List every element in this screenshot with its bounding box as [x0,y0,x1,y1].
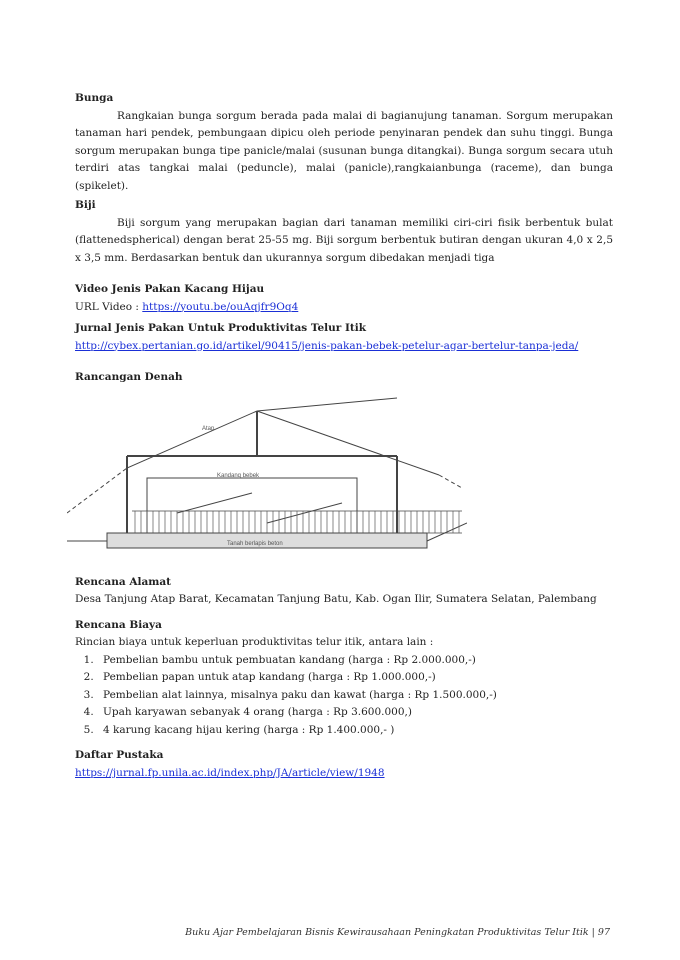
video-url-label: URL Video : [75,300,143,313]
bottom-label: Tanah berlapis beton [227,540,283,547]
list-item: 4. Upah karyawan sebanyak 4 orang (harga : Rp 3.600.000,) [97,704,613,722]
page-content [75,90,613,782]
cage-drawing [67,393,467,568]
video-heading: Video Jenis Pakan Kacang Hijau [75,283,265,295]
jurnal-heading: Jurnal Jenis Pakan Untuk Produktivitas Telur Itik [75,322,367,334]
roof-right-line [257,411,439,475]
biji-heading: Biji [75,199,96,211]
list-item: 1. Pembelian bambu untuk pembuatan kandang (harga : Rp 2.000.000,-) [97,652,613,670]
alamat-paragraph: Desa Tanjung Atap Barat, Kecamatan Tanjung Batu, Kab. Ogan Ilir, Sumatera Selatan, Palembang [75,593,597,605]
video-url-link[interactable]: https://youtu.be/ouAqjfr9Oq4 [142,300,299,313]
left-dashed-line [67,468,127,513]
denah-heading: Rancangan Denah [75,371,183,383]
pustaka-heading: Daftar Pustaka [75,749,164,761]
list-item: 5. 4 karung kacang hijau kering (harga : Rp 1.400.000,- ) [97,722,613,740]
roof-top-line [257,398,397,411]
roof-left-line [127,411,257,468]
floor-plan-diagram [67,393,467,568]
biaya-heading: Rencana Biaya [75,618,162,631]
alamat-heading: Rencana Alamat [75,575,172,588]
bunga-heading: Bunga [75,92,114,104]
bunga-paragraph: Rangkaian bunga sorgum berada pada malai di bagianujung tanaman. Sorgum merupakan tanaman hari pendek, pembungaan dipicu oleh periode penyinaran pendek dan suhu tinggi. Bunga sorgum merupakan bunga tipe panicle/malai (susunan bunga ditangkai). Bunga sorgum secara utuh terdiri atas tangkai malai (peduncle), malai (panicle),rangkaianbunga (raceme), dan bunga (spikelet). [75,109,613,192]
footer-book-title: Buku Ajar Pembelajaran Bisnis Kewirausahaan Peningkatan Produktivitas Telur Itik [185,927,589,938]
list-item: 3. Pembelian alat lainnya, misalnya paku dan kawat (harga : Rp 1.500.000,-) [97,687,613,705]
right-dashed-line [439,475,462,488]
cage-label: Kandang bebek [217,472,260,479]
video-url-line [75,299,613,317]
roof-label: Atap [202,425,215,432]
biji-paragraph: Biji sorgum yang merupakan bagian dari tanaman memiliki ciri-ciri fisik berbentuk bulat (flattenedspherical) dengan berat 25-55 mg. Biji sorgum berbentuk butiran dengan ukuran 4,0 x 2,5 x 3,5 mm. Berdasarkan bentuk dan ukurannya sorgum dibedakan menjadi tiga [75,216,613,264]
list-item: 2. Pembelian papan untuk atap kandang (harga : Rp 1.000.000,-) [97,669,613,687]
biaya-list [75,652,613,740]
page-footer: Buku Ajar Pembelajaran Bisnis Kewirausahaan Peningkatan Produktivitas Telur Itik | 97 [185,927,610,938]
biaya-intro: Rincian biaya untuk keperluan produktivitas telur itik, antara lain : [75,636,434,648]
jurnal-url-link[interactable]: http://cybex.pertanian.go.id/artikel/90415/jenis-pakan-bebek-petelur-agar-bertelur-tanpa-jeda/ [75,339,579,352]
pustaka-url-link[interactable]: https://jurnal.fp.unila.ac.id/index.php/JA/article/view/1948 [75,766,385,779]
page-number: 97 [597,927,610,938]
